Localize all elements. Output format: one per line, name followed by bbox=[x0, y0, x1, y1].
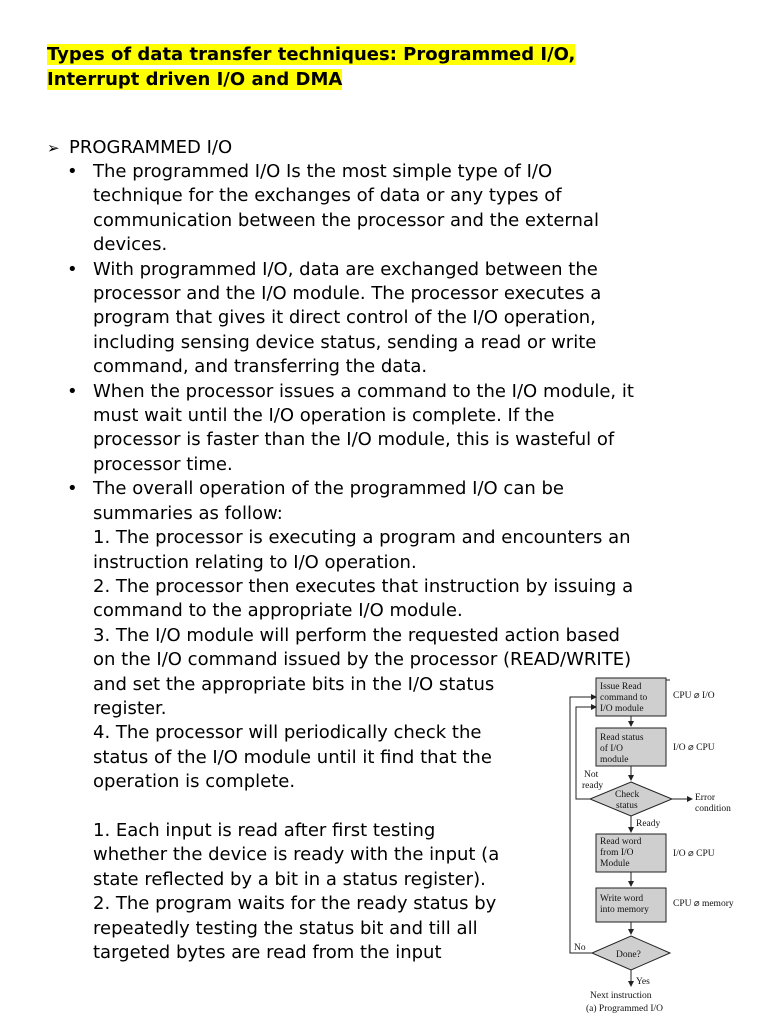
text-line: technique for the exchanges of data or any types of bbox=[93, 185, 562, 207]
box2-line: Read status bbox=[600, 733, 644, 743]
box4-line: Write word bbox=[600, 894, 644, 904]
text-line: whether the device is ready with the input (a bbox=[93, 844, 500, 866]
box3-line: Module bbox=[600, 859, 630, 869]
flowchart-caption: (a) Programmed I/O bbox=[586, 1004, 664, 1014]
text-line: including sensing device status, sending a read or write bbox=[93, 331, 597, 353]
title-line-2: Interrupt driven I/O and DMA bbox=[47, 69, 343, 90]
text-line: operation is complete. bbox=[93, 771, 296, 793]
check-line: status bbox=[616, 801, 638, 811]
done-label: Done? bbox=[616, 950, 641, 960]
bullet-item bbox=[93, 380, 733, 478]
section-heading bbox=[47, 136, 232, 160]
arrow-bullet-icon: ➢ bbox=[47, 139, 60, 157]
not-ready-label: ready bbox=[582, 781, 604, 791]
text-line: must wait until the I/O operation is complete. If the bbox=[93, 405, 555, 427]
text-line: devices. bbox=[93, 234, 168, 256]
text-line: processor and the I/O module. The processor executes a bbox=[93, 283, 602, 305]
text-line: • The overall operation of the programmed I/O can be bbox=[93, 478, 564, 500]
bullet-item bbox=[93, 160, 733, 258]
bullet-item bbox=[93, 258, 733, 380]
box3-line: Read word bbox=[600, 837, 642, 847]
check-line: Check bbox=[615, 790, 640, 800]
text-line: command to the appropriate I/O module. bbox=[93, 600, 463, 622]
text-line: 1. The processor is executing a program and encounters an bbox=[93, 527, 631, 549]
yes-label: Yes bbox=[636, 977, 650, 987]
text-line: • When the processor issues a command to the I/O module, it bbox=[93, 380, 634, 402]
box1-line: Issue Read bbox=[600, 682, 642, 692]
box3-line: from I/O bbox=[600, 848, 634, 858]
error-label: Error bbox=[695, 793, 716, 803]
text-line: repeatedly testing the status bit and till all bbox=[93, 917, 478, 939]
title-line-1: Types of data transfer techniques: Programmed I/O, bbox=[47, 44, 576, 65]
text-line: 2. The program waits for the ready status by bbox=[93, 893, 497, 915]
box2-side-label: I/O ⌀ CPU bbox=[673, 743, 715, 753]
error-label: condition bbox=[695, 804, 731, 814]
text-line: register. bbox=[93, 697, 167, 719]
not-ready-label: Not bbox=[584, 770, 599, 780]
ready-label: Ready bbox=[636, 819, 661, 829]
programmed-io-flowchart bbox=[560, 668, 768, 1018]
box4-line: into memory bbox=[600, 905, 649, 915]
document-title bbox=[47, 42, 575, 92]
text-line: on the I/O command issued by the processor (READ/WRITE) bbox=[93, 649, 632, 671]
text-line: • The programmed I/O Is the most simple type of I/O bbox=[93, 161, 553, 182]
text-line: targeted bytes are read from the input bbox=[93, 941, 442, 963]
box4-side-label: CPU ⌀ memory bbox=[673, 899, 734, 909]
text-line: 3. The I/O module will perform the requested action based bbox=[93, 624, 620, 646]
text-line: instruction relating to I/O operation. bbox=[93, 551, 417, 573]
box3-side-label: I/O ⌀ CPU bbox=[673, 849, 715, 859]
text-line: 1. Each input is read after first testing bbox=[93, 819, 436, 841]
next-instruction-label: Next instruction bbox=[590, 991, 652, 1001]
text-line: command, and transferring the data. bbox=[93, 356, 428, 378]
no-label: No bbox=[574, 943, 586, 953]
box1-line: I/O module bbox=[600, 704, 644, 714]
section-heading-text: PROGRAMMED I/O bbox=[69, 137, 233, 158]
text-line: program that gives it direct control of the I/O operation, bbox=[93, 307, 596, 329]
text-line: communication between the processor and the external bbox=[93, 209, 599, 231]
text-line: processor time. bbox=[93, 453, 233, 475]
text-line: 4. The processor will periodically check the bbox=[93, 722, 482, 744]
text-line: • With programmed I/O, data are exchanged between the bbox=[93, 258, 598, 280]
text-line: state reflected by a bit in a status register). bbox=[93, 868, 486, 890]
box2-line: module bbox=[600, 755, 629, 765]
box2-line: of I/O bbox=[600, 744, 623, 754]
text-line: status of the I/O module until it find that the bbox=[93, 746, 492, 768]
text-line: and set the appropriate bits in the I/O status bbox=[93, 673, 495, 695]
text-line: processor is faster than the I/O module, this is wasteful of bbox=[93, 429, 615, 451]
text-line: summaries as follow: bbox=[93, 502, 283, 524]
text-line: 2. The processor then executes that instruction by issuing a bbox=[93, 575, 634, 597]
box1-line: command to bbox=[600, 693, 648, 703]
box1-side-label: CPU ⌀ I/O bbox=[673, 691, 715, 701]
